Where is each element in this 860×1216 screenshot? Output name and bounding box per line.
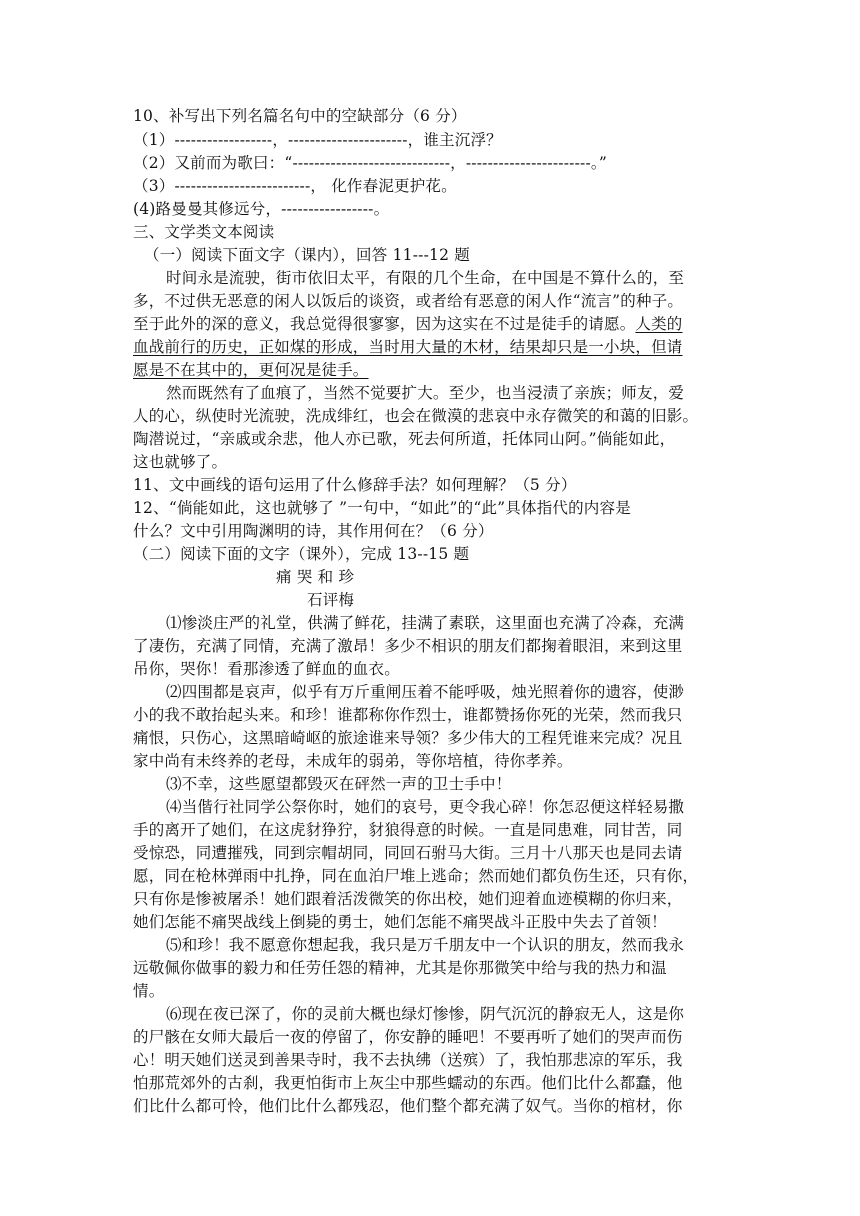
question-11: 11、文中画线的语句运用了什么修辞手法？如何理解？（5 分）	[133, 476, 577, 494]
question-10-item-1: （1）------------------，----------------------，谁主沉浮？	[133, 131, 502, 149]
part-1-paragraph-2-line: 人的心，纵使时光流驶，洗成绯红，也会在微漠的悲哀中永存微笑的和蔼的旧影。	[133, 407, 699, 425]
essay-paragraph-4-line: ⑷当偕行社同学公祭你时，她们的哀号，更令我心碎！你怎忍便这样轻易撒	[166, 798, 685, 816]
essay-paragraph-4-line: 她们怎能不痛哭战线上倒毙的勇士，她们怎能不痛哭战斗正股中失去了首领！	[133, 913, 667, 931]
essay-paragraph-1-line: 吊你，哭你！看那渗透了鲜血的血衣。	[133, 660, 400, 678]
question-10-title: 10、补写出下列名篇名句中的空缺部分（6 分）	[133, 107, 467, 125]
essay-paragraph-2-line: 痛恨，只伤心，这黑暗崎岖的旅途谁来导领？多少伟大的工程凭谁来完成？况且	[133, 729, 683, 747]
essay-paragraph-4-line: 愿，同在枪林弹雨中扎挣，同在血泊尸堆上逃命；然而她们都负伤生还，只有你，	[133, 867, 699, 885]
part-2-title: （二）阅读下面的文字（课外），完成 13--15 题	[133, 545, 470, 563]
essay-paragraph-4-line: 只有你是惨被屠杀！她们跟着活泼微笑的你出校，她们迎着血迹模糊的你归来，	[133, 890, 683, 908]
essay-title: 痛 哭 和 珍	[276, 568, 355, 586]
essay-paragraph-6-line: 怕那荒郊外的古刹，我更怕街市上灰尘中那些蠕动的东西。他们比什么都蠢，他	[133, 1074, 683, 1092]
question-12-line: 什么？文中引用陶渊明的诗，其作用何在？（6 分）	[133, 522, 494, 540]
essay-paragraph-5-line: ⑸和珍！我不愿意你想起我，我只是万千朋友中一个认识的朋友，然而我永	[166, 936, 685, 954]
question-12-line: 12、“倘能如此，这也就够了 ”一句中，“如此”的“此”具体指代的内容是	[133, 499, 631, 517]
essay-paragraph-6-line: 心！明天她们送灵到善果寺时，我不去执绋（送殡）了，我怕那悲凉的军乐，我	[133, 1051, 683, 1069]
part-1-paragraph-1-line	[133, 312, 683, 336]
essay-paragraph-6-line: 们比什么都可怜，他们比什么都残忍，他们整个都充满了奴气。当你的棺材，你	[133, 1097, 683, 1115]
underlined-sentence: 血战前行的历史，正如煤的形成，当时用大量的木材，结果却只是一小块，但请	[133, 338, 683, 356]
essay-author: 石评梅	[307, 591, 355, 609]
part-1-paragraph-1-line: 多，不过供无恶意的闲人以饭后的谈资，或者给有恶意的闲人作“流言”的种子。	[133, 292, 684, 310]
essay-paragraph-2-line: 小的我不敢抬起头来。和珍！谁都称你作烈士，谁都赞扬你死的光荣，然而我只	[133, 706, 683, 724]
essay-paragraph-6-line: 的尸骸在女师大最后一夜的停留了，你安静的睡吧！不要再听了她们的哭声而伤	[133, 1028, 683, 1046]
underlined-sentence: 愿是不在其中的，更何况是徒手。	[133, 361, 369, 379]
essay-paragraph-1-line: 了凄伤，充满了同情，充满了激昂！多少不相识的朋友们都掬着眼泪，来到这里	[133, 637, 683, 655]
essay-paragraph-5-line: 远敬佩你做事的毅力和任劳任怨的精神，尤其是你那微笑中给与我的热力和温	[133, 959, 667, 977]
part-1-title: （一）阅读下面文字（课内），回答 11---12 题	[144, 246, 470, 264]
essay-paragraph-1-line: ⑴惨淡庄严的礼堂，供满了鲜花，挂满了素联，这里面也充满了冷森，充满	[166, 614, 685, 632]
essay-paragraph-6-line: ⑹现在夜已深了，你的灵前大概也绿灯惨惨，阴气沉沉的静寂无人，这是你	[166, 1005, 685, 1023]
essay-paragraph-4-line: 受惊恐，同遭摧残，同到宗帽胡同，同回石驸马大街。三月十八那天也是同去请	[133, 844, 683, 862]
essay-paragraph-4-line: 手的离开了她们，在这虎豺狰狞，豺狼得意的时候。一直是同患难，同甘苦，同	[133, 821, 683, 839]
essay-paragraph-2-line: ⑵四围都是哀声，似乎有万斤重闸压着不能呼吸，烛光照着你的遗容，使渺	[166, 683, 685, 701]
section-3-title: 三、文学类文本阅读	[133, 223, 275, 241]
question-10-item-2: （2）又前而为歌曰：“-----------------------------，-----------------------。”	[133, 154, 608, 172]
part-1-paragraph-1-line: 时间永是流驶，街市依旧太平，有限的几个生命，在中国是不算什么的，至	[166, 269, 685, 287]
plain-text: 至于此外的深的意义，我总觉得很寥寥，因为这实在不过是徒手的请愿。	[133, 315, 636, 333]
essay-paragraph-2-line: 家中尚有未终养的老母，未成年的弱弟，等你培植，待你孝养。	[133, 752, 573, 770]
essay-paragraph-5-line: 情。	[133, 982, 165, 1000]
part-1-paragraph-2-line: 这也就够了。	[133, 453, 228, 471]
part-1-paragraph-2-line: 陶潜说过，“亲戚或余悲，他人亦已歌，死去何所道，托体同山阿。”倘能如此，	[133, 430, 676, 448]
question-10-item-4: (4)路曼曼其修远兮，-----------------。	[133, 200, 390, 218]
underlined-sentence: 人类的	[635, 315, 683, 333]
essay-paragraph-3-line: ⑶不幸，这些愿望都毁灭在砰然一声的卫士手中！	[166, 775, 512, 793]
part-1-paragraph-2-line: 然而既然有了血痕了，当然不觉要扩大。至少，也当浸渍了亲族；师友，爱	[166, 384, 685, 402]
question-10-item-3: （3）-------------------------， 化作春泥更护花。	[133, 177, 457, 195]
